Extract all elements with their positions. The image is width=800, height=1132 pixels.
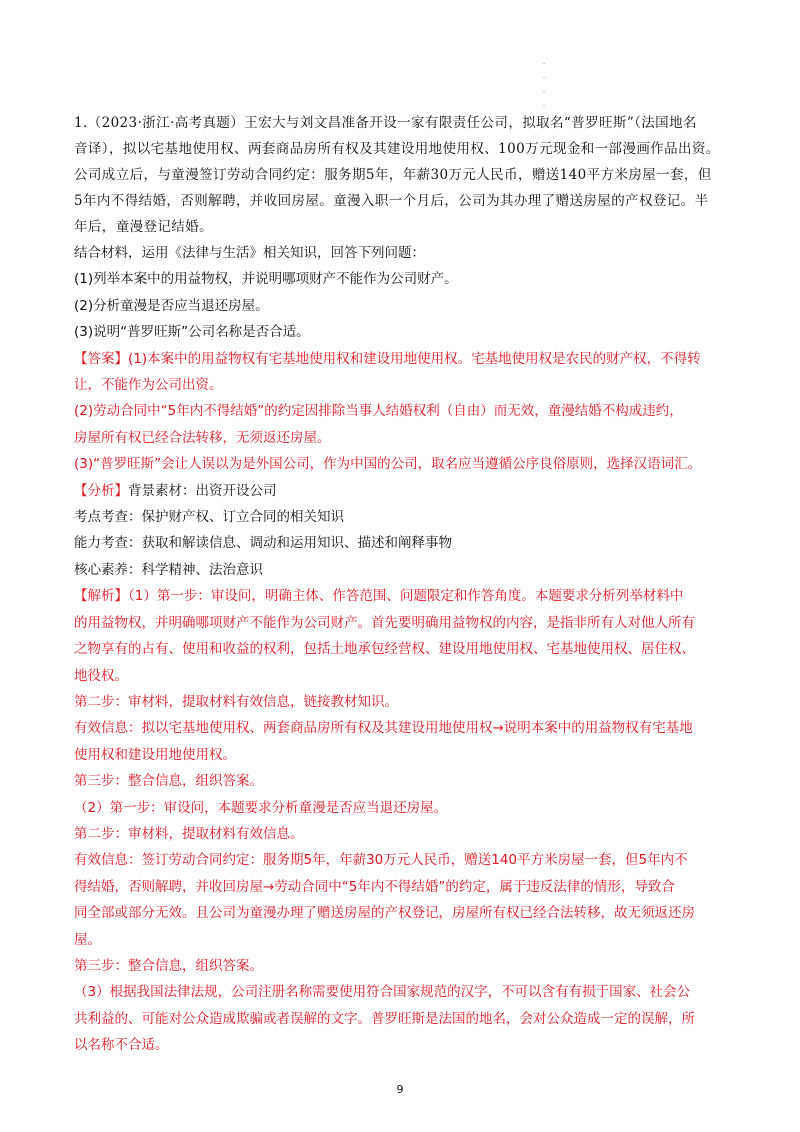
question-stem: [74, 110, 732, 240]
explanation-line: （1）第一步：审设问，明确主体、作答范围、问题限定和作答角度。本题要求分析列举材料中: [128, 588, 684, 605]
explanation-line: 同全部或部分无效。且公司为童漫办理了赠送房屋的产权登记，房屋所有权已经合法转移，故无须返还房: [74, 905, 695, 922]
analysis-tag: 【分析】: [74, 482, 128, 499]
explanation-line: 第二步：审材料，提取材料有效信息，链接教材知识。: [74, 693, 398, 710]
sub-question: (3)说明“普罗旺斯”公司名称是否合适。: [74, 324, 310, 341]
analysis-hexin: 核心素养：科学精神、法治意识: [74, 561, 263, 578]
analysis-text: 背景素材：出资开设公司: [128, 482, 277, 499]
answer-tag: 【答案】: [74, 350, 128, 367]
question-line: 公司成立后，与童漫签订劳动合同约定：服务期5年，年薪30万元人民币，赠送140平方米房屋一套，但: [74, 167, 712, 183]
question-content: [74, 110, 732, 1059]
answer-line: 让，不能作为公司出资。: [74, 377, 223, 394]
page-number: 9: [396, 1083, 404, 1096]
question-line: 5年内不得结婚，否则解聘，并收回房屋。童漫入职一个月后，公司为其办理了赠送房屋的产权登记。半: [74, 193, 709, 209]
explanation-line: 的用益物权，并明确哪项财产不能作为公司财产。首先要明确用益物权的内容，是指非所有人对他人所有: [74, 614, 695, 631]
explanation-line: 有效信息：签订劳动合同约定：服务期5年，年薪30万元人民币，赠送140平方米房屋一套，但5年内不: [74, 852, 688, 869]
explanation-line: 第三步：整合信息，组织答案。: [74, 773, 263, 790]
explanation-line: 得结婚，否则解聘，并收回房屋→劳动合同中“5年内不得结婚”的约定，属于违反法律的情形，导致合: [74, 878, 675, 895]
question-line: 1.（2023·浙江·高考真题）王宏大与刘文昌准备开设一家有限责任公司，拟取名“普罗旺斯”（法国地名: [74, 115, 697, 131]
sub-question: (2)分析童漫是否应当退还房屋。: [74, 297, 269, 314]
explanation-line: 共利益的、可能对公众造成欺骗或者误解的文字。普罗旺斯是法国的地名，会对公众造成一定的误解，所: [74, 1010, 695, 1027]
answer-line: (1)本案中的用益物权有宅基地使用权和建设用地使用权。宅基地使用权是农民的财产权，不得转: [128, 350, 701, 367]
explanation-line: 第二步：审材料，提取材料有效信息。: [74, 825, 304, 842]
explanation-line: （3）根据我国法律法规，公司注册名称需要使用符合国家规范的汉字，不可以含有有损于国家、社会公: [74, 984, 691, 1001]
explanation-section: [74, 583, 732, 1058]
explanation-line: 屋。: [74, 931, 101, 948]
explanation-line: 第三步：整合信息，组织答案。: [74, 957, 263, 974]
margin-dots: . . . .: [542, 57, 546, 108]
answer-line: (2)劳动合同中“5年内不得结婚”的约定因排除当事人结婚权利（自由）而无效，童漫结婚不构成违约，: [74, 403, 683, 420]
answer-line: 房屋所有权已经合法转移，无须返还房屋。: [74, 429, 331, 446]
answer-line: (3)“普罗旺斯”会让人误以为是外国公司，作为中国的公司，取名应当遵循公序良俗原则，选择汉语词汇。: [74, 456, 702, 473]
explanation-tag: 【解析】: [74, 588, 128, 605]
explanation-line: 有效信息：拟以宅基地使用权、两套商品房所有权及其建设用地使用权→说明本案中的用益物权有宅基地: [74, 720, 693, 737]
question-prompt: 结合材料，运用《法律与生活》相关知识，回答下列问题：: [74, 245, 425, 261]
explanation-line: 以名称不合适。: [74, 1037, 169, 1054]
answer-section: [74, 346, 732, 478]
question-line: 音译），拟以宅基地使用权、两套商品房所有权及其建设用地使用权、100万元现金和一部漫画作品出资。: [74, 141, 720, 157]
explanation-line: 之物享有的占有、使用和收益的权利，包括土地承包经营权、建设用地使用权、宅基地使用权、居住权、: [74, 641, 695, 658]
explanation-line: 地役权。: [74, 667, 128, 684]
analysis-nengli: 能力考查：获取和解读信息、调动和运用知识、描述和阐释事物: [74, 535, 452, 552]
analysis-kaodian: 考点考查：保护财产权、订立合同的相关知识: [74, 509, 344, 526]
analysis-section: [74, 478, 732, 584]
explanation-line: 使用权和建设用地使用权。: [74, 746, 236, 763]
sub-question: (1)列举本案中的用益物权，并说明哪项财产不能作为公司财产。: [74, 271, 458, 288]
explanation-line: （2）第一步：审设问，本题要求分析童漫是否应当退还房屋。: [74, 799, 448, 816]
question-line: 年后，童漫登记结婚。: [74, 219, 213, 235]
